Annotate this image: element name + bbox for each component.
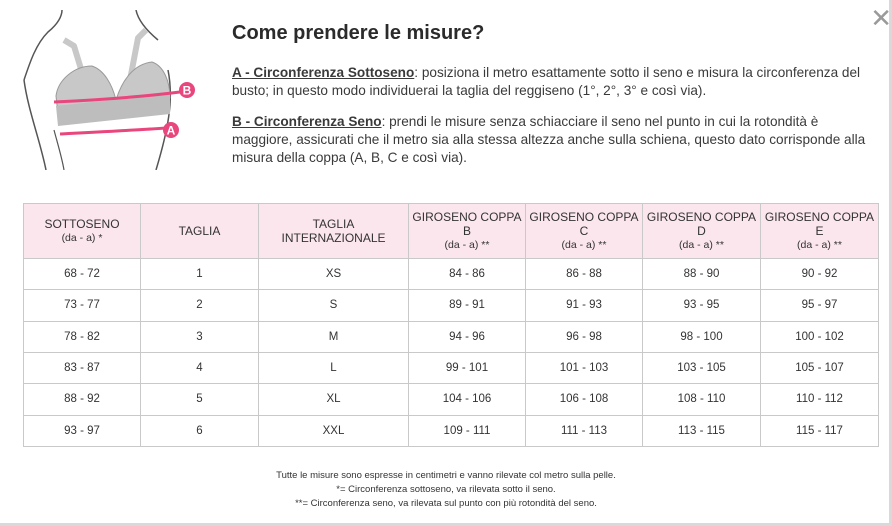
section-a-paragraph <box>232 64 872 100</box>
table-cell: 94 - 96 <box>409 321 526 352</box>
table-cell: 104 - 106 <box>409 384 526 415</box>
table-cell: 93 - 95 <box>643 290 761 321</box>
arm-outline <box>24 80 46 170</box>
table-row <box>24 321 879 352</box>
table-cell: 1 <box>141 259 259 290</box>
table-row <box>24 290 879 321</box>
table-cell: 91 - 93 <box>526 290 643 321</box>
table-cell: 98 - 100 <box>643 321 761 352</box>
table-cell: XXL <box>259 415 409 446</box>
section-a-text: : posiziona il metro esattamente sotto il seno e misura la circonferenza del busto; in questo modo individuerai la taglia del reggiseno (1°, 2°, 3° e così via). <box>232 65 861 98</box>
section-a-term: A - Circonferenza Sottoseno <box>232 65 415 80</box>
table-cell: M <box>259 321 409 352</box>
close-icon: ✕ <box>870 4 892 34</box>
table-cell: 84 - 86 <box>409 259 526 290</box>
table-cell: 101 - 103 <box>526 352 643 383</box>
table-cell: 4 <box>141 352 259 383</box>
table-cell: 86 - 88 <box>526 259 643 290</box>
header-coppa-d: GIROSENO COPPA D (da - a) ** <box>643 204 761 259</box>
table-cell: 100 - 102 <box>761 321 879 352</box>
table-row <box>24 384 879 415</box>
table-cell: 89 - 91 <box>409 290 526 321</box>
section-b-term: B - Circonferenza Seno <box>232 114 382 129</box>
table-cell: 106 - 108 <box>526 384 643 415</box>
marker-a-label: A <box>166 123 176 138</box>
table-header-row <box>24 204 879 259</box>
marker-b-label: B <box>182 83 192 98</box>
table-cell: 88 - 92 <box>24 384 141 415</box>
table-cell: 95 - 97 <box>761 290 879 321</box>
table-cell: 96 - 98 <box>526 321 643 352</box>
table-cell: 83 - 87 <box>24 352 141 383</box>
table-row <box>24 352 879 383</box>
arm-inner-outline <box>54 130 64 170</box>
table-cell: S <box>259 290 409 321</box>
footnote-underbust: *= Circonferenza sottoseno, va rilevata sotto il seno. <box>336 484 556 495</box>
table-row <box>24 415 879 446</box>
table-cell: 99 - 101 <box>409 352 526 383</box>
page-title: Come prendere le misure? <box>232 22 485 44</box>
section-b-paragraph <box>232 113 872 167</box>
footnote-main: Tutte le misure sono espresse in centimetri e vanno rilevate col metro sulla pelle. <box>276 470 616 481</box>
table-cell: 103 - 105 <box>643 352 761 383</box>
table-cell: 93 - 97 <box>24 415 141 446</box>
table-cell: L <box>259 352 409 383</box>
footnote-bust: **= Circonferenza seno, va rilevata sul punto con più rotondità del seno. <box>295 498 597 509</box>
table-cell: 110 - 112 <box>761 384 879 415</box>
header-taglia-internazionale: TAGLIA INTERNAZIONALE <box>259 204 409 259</box>
table-cell: 105 - 107 <box>761 352 879 383</box>
table-cell: 108 - 110 <box>643 384 761 415</box>
table-cell: 78 - 82 <box>24 321 141 352</box>
header-taglia: TAGLIA <box>141 204 259 259</box>
table-cell: XL <box>259 384 409 415</box>
table-cell: 115 - 117 <box>761 415 879 446</box>
size-table <box>23 203 879 447</box>
bra-measurement-illustration <box>18 10 210 170</box>
header-coppa-e: GIROSENO COPPA E (da - a) ** <box>761 204 879 259</box>
table-cell: 90 - 92 <box>761 259 879 290</box>
footnotes <box>0 469 892 511</box>
table-cell: 5 <box>141 384 259 415</box>
table-row <box>24 259 879 290</box>
table-cell: 73 - 77 <box>24 290 141 321</box>
table-cell: 68 - 72 <box>24 259 141 290</box>
close-button[interactable] <box>870 4 892 34</box>
measure-line-a <box>60 128 166 134</box>
torso-outline <box>24 10 62 80</box>
table-cell: 6 <box>141 415 259 446</box>
table-cell: 111 - 113 <box>526 415 643 446</box>
table-cell: 109 - 111 <box>409 415 526 446</box>
header-coppa-c: GIROSENO COPPA C (da - a) ** <box>526 204 643 259</box>
table-cell: 88 - 90 <box>643 259 761 290</box>
table-cell: 3 <box>141 321 259 352</box>
table-cell: XS <box>259 259 409 290</box>
header-coppa-b: GIROSENO COPPA B (da - a) ** <box>409 204 526 259</box>
table-cell: 2 <box>141 290 259 321</box>
section-b-text: : prendi le misure senza schiacciare il seno nel punto in cui la rotondità è maggiore, assicurati che il metro sia alla stessa altezza anche sulla schiena, questo dato corrisponde alla misura della coppa (A, B, C e così via). <box>232 114 866 165</box>
header-sottoseno: SOTTOSENO (da - a) * <box>24 204 141 259</box>
table-cell: 113 - 115 <box>643 415 761 446</box>
